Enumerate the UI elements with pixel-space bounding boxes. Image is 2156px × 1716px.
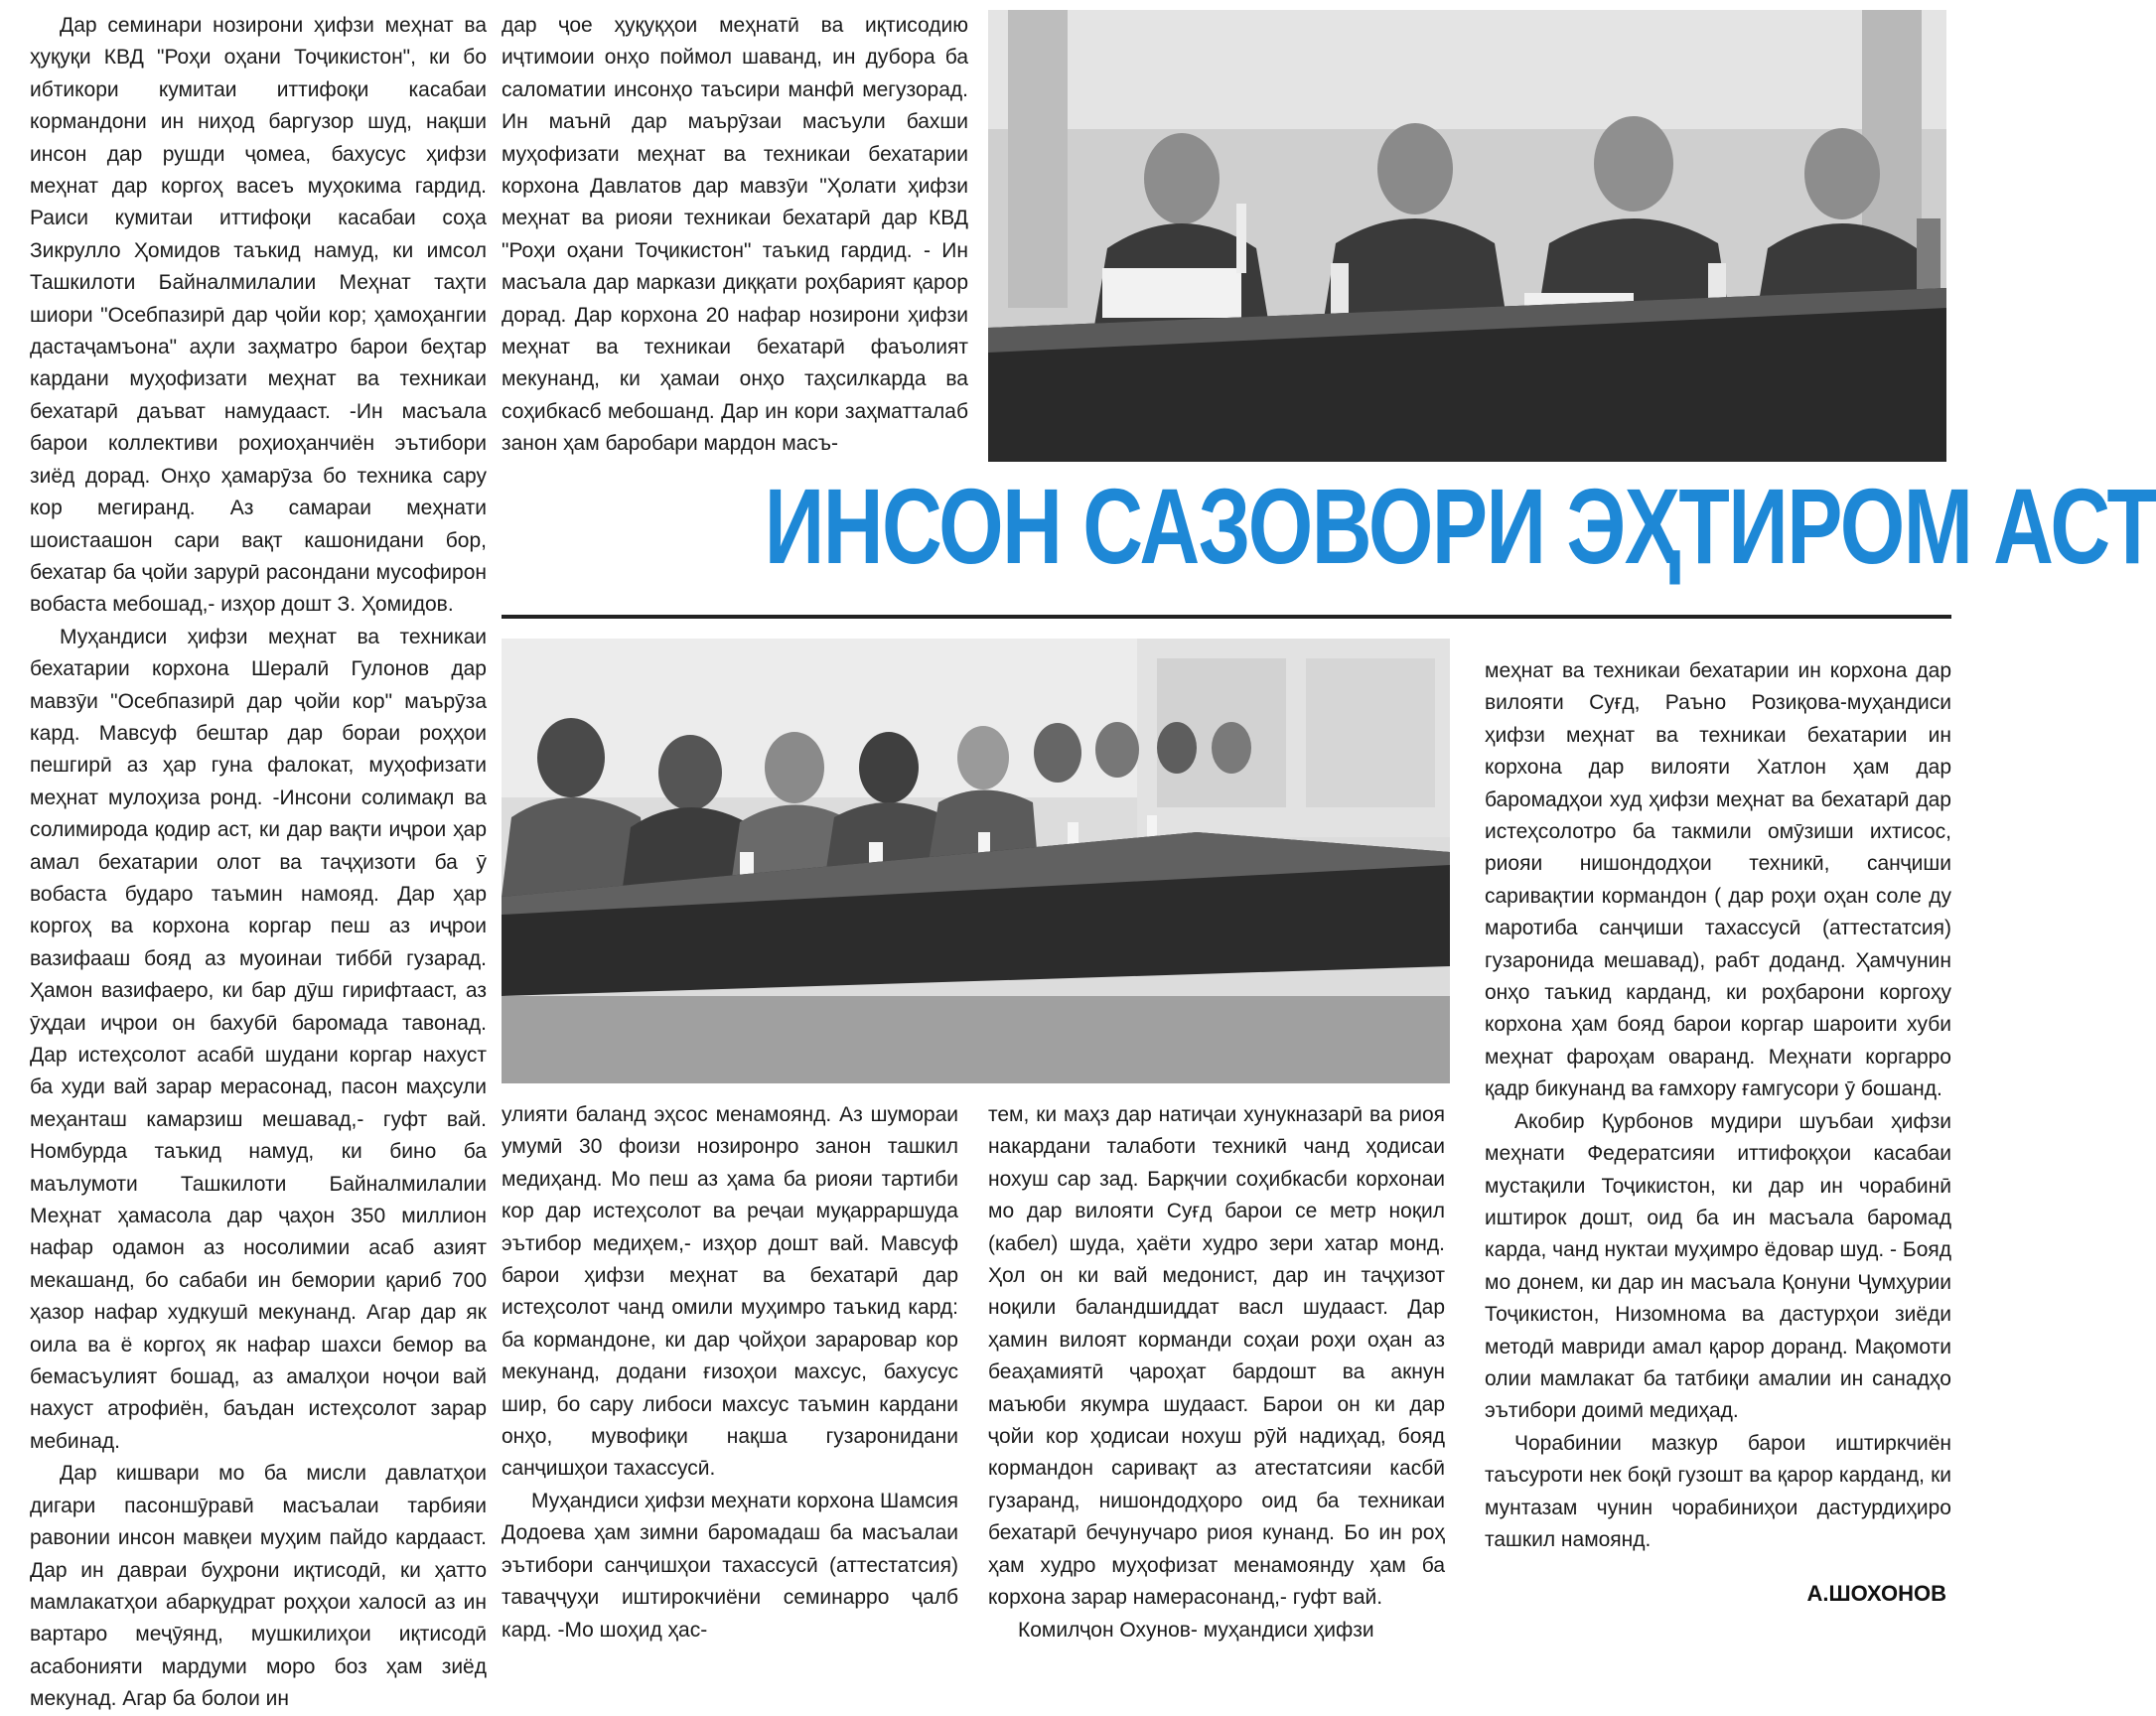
paragraph: улияти баланд эҳсос менамоянд. Аз шумораи умумӣ 30 фоизи нозиронро занон ташкил медиҳанд. Мо пеш аз ҳама ба риояи тартиби кор дар истеҳсолот ва реҷаи муқарраршуда эътибор медиҳем,- изҳор дошт вай. Мавсуф барои ҳифзи меҳнат ва бехатарӣ дар истеҳсолот чанд омили муҳимро таъкид кард: ба кормандоне, ки дар ҷойҳои зараровар кор мекунанд, додани ғизоҳои махсус, бахусус шир, бо сару либоси махсус таъмин кардани онҳо, мувофиқи нақша гузаронидани санҷишҳои тахассусӣ. <box>502 1103 958 1481</box>
photo-officials-illustration <box>988 10 1946 462</box>
paragraph: тем, ки маҳз дар натиҷаи хунукназарӣ ва риоя накардани талаботи техникӣ чанд ҳодисаи нохуш сар зад. Барқчии соҳибкасби корхонаи мо дар вилояти Суғд барои се метр ноқил (кабел) шуда, ҳаёти худро зери хатар монд. Ҳол он ки вай медонист, дар ин таҷҳизот ноқили баландшиддат васл шудааст. Дар ҳамин вилоят корманди соҳаи роҳи оҳан аз беаҳамиятӣ ҷароҳат бардошт ва акнун маъюби якумра шудааст. Барои он ки дар ҷойи кор ҳодисаи нохуш рӯй надиҳад, бояд кормандон саривақт аз атестатсияи касбӣ гузаранд, нишондодҳоро оид ба техникаи бехатарӣ бечунучаро риоя кунанд. Бо ин роҳ ҳам худро муҳофизат менамоянду ҳам ба корхона зарар намерасонанд,- гуфт вай. <box>988 1103 1445 1610</box>
paragraph: Комилҷон Охунов- муҳандиси ҳифзи <box>1018 1618 1374 1642</box>
paragraph: дар ҷое ҳуқуқҳои меҳнатӣ ва иқтисодию иҷтимоии онҳо поймол шаванд, ин дубора ба саломатии инсонҳо таъсири манфӣ мегузорад. Ин маънӣ дар маърӯзаи масъули бахши муҳофизати меҳнат ва техникаи бехатарии корхона Давлатов дар мавзӯи "Ҳолати ҳифзи меҳнат ва риояи техникаи бехатарӣ дар КВД "Роҳи оҳани Тоҷикистон" таъкид гардид. - Ин масъала дар маркази диққати роҳбарият қарор дорад. Дар корхона 20 нафар нозирони ҳифзи меҳнат ва техникаи бехатарӣ фаъолият мекунанд, ки ҳамаи онҳо таҳсилкарда ва соҳибкасб мебошанд. Дар ин кори заҳматталаб занон ҳам баробари мардон масъ- <box>502 14 968 456</box>
headline-divider <box>502 615 1951 619</box>
article-column-4 <box>988 1099 1445 1642</box>
paragraph: Муҳандиси ҳифзи меҳнат ва техникаи бехатарии корхона Шералӣ Гулонов дар мавзӯи "Осебпазирӣ дар ҷойи кор" маърӯза кард. Мавсуф бештар дар бораи роҳҳои пешгирӣ аз ҳар гуна фалокат, муҳофизати меҳнат мулоҳиза ронд. -Инсони солимақл ва солимирода қодир аст, ки дар вақти иҷрои ҳар амал бехатарии олот ва таҷҳизоти ба ӯ вобаста бударо таъмин намояд. Дар ҳар коргоҳ ва корхона коргар пеш аз иҷрои вазифааш бояд аз муоинаи тиббӣ гузарад. Ҳамон вазифаеро, ки бар дӯш гирифтааст, аз ӯҳдаи иҷрои он бахубӣ баромада тавонад. Дар истеҳсолот асабӣ шудани коргар нахуст ба худи вай зарар мерасонад, пасон маҳсули меҳанташ камарзиш мешавад,- гуфт вай. Номбурда таъкид намуд, ки бино ба маълумоти Ташкилоти Байналмилалии Меҳнат ҳамасола дар ҷаҳон 350 миллион нафар одамон аз носолимии асаб азият мекашанд, бо сабаби ин бемории қариб 700 ҳазор нафар худкушӣ мекунанд. Агар дар як оила ва ё коргоҳ як нафар шахси бемор ва бемасъулият бошад, аз амалҳои ноҷои вай нахуст атрофиён, баъдан истеҳсолот зарар мебинад. <box>30 625 487 1453</box>
article-column-1 <box>30 10 487 1711</box>
paragraph: Акобир Қурбонов мудири шуъбаи ҳифзи меҳнати Федератсияи иттифоқҳои касабаи мустақили Тоҷикистон, ки дар ин чорабинӣ иштирок дошт, оид ба ин масъала баромад карда, чанд нуктаи муҳимро ёдовар шуд. - Бояд мо донем, ки дар ин масъала Қонуни Ҷумҳурии Тоҷикистон, Низомнома ва дастурҳои зиёди методӣ мавриди амал қарор доранд. Мақомоти олии мамлакат ба татбиқи амалии ин санадҳо эътибори доимӣ медиҳад. <box>1485 1109 1951 1423</box>
paragraph: Дар семинари нозирони ҳифзи меҳнат ва ҳуқуқи КВД "Роҳи оҳани Тоҷикистон", ки бо ибтикори кумитаи иттифоқи касабаи кормандони ин ниҳод баргузор шуд, нақши инсон дар рушди ҷомеа, бахусус ҳифзи меҳнат дар коргоҳ васеъ муҳокима гардид. Раиси кумитаи иттифоқи касабаи соҳа Зикрулло Ҳомидов таъкид намуд, ки имсол Ташкилоти Байналмилалии Меҳнат таҳти шиори "Осебпазирӣ дар ҷойи кор; ҳамоҳангии дастаҷамъона" аҳли заҳматро барои беҳтар кардани муҳофизати меҳнат ва техникаи бехатарӣ даъват намудааст. -Ин масъала барои коллективи роҳиоҳанчиён эътибори зиёд дорад. Онҳо ҳамарӯза бо техника сару кор мегиранд. Аз самараи меҳнати шоистаашон сари вақт кашонидани бор, бехатар ба ҷойи зарурӣ расондани мусофирон вобаста мебошад,- изҳор дошт З. Ҳомидов. <box>30 14 487 617</box>
paragraph: Чорабинии мазкур барои иштиркчиён таъсуроти нек боқӣ гузошт ва қарор карданд, ки мунтазам чунин чорабиниҳои дастурдиҳиро ташкил намоянд. <box>1485 1431 1951 1551</box>
paragraph: Муҳандиси ҳифзи меҳнати корхона Шамсия Додоева ҳам зимни баромадаш ба масъалаи эътибори санҷишҳои тахассусӣ (аттестатсия) таваҷҷуҳи иштирокчиёни семинарро ҷалб кард. -Мо шоҳид ҳас- <box>502 1489 958 1642</box>
article-headline: ИНСОН САЗОВОРИ ЭҲТИРОМ АСТ <box>764 466 2156 586</box>
photo-seminar-participants <box>502 639 1450 1083</box>
article-author: А.ШОХОНОВ <box>1806 1581 1946 1606</box>
photo-officials-at-table <box>988 10 1946 462</box>
paragraph: меҳнат ва техникаи бехатарии ин корхона дар вилояти Суғд, Раъно Розиқова-муҳандиси ҳифзи меҳнат ва техникаи бехатарии ин корхона дар вилояти Хатлон ҳам дар баромадҳои худ ҳифзи меҳнат ва бехатарӣ дар истеҳсолотро ба такмили омӯзиши ихтисос, риояи нишондодҳои техникӣ, санҷиши саривақтии кормандон ( дар роҳи оҳан соле ду маротиба санҷиши тахассусӣ (аттестатсия) гузаронида мешавад), рабт доданд. Ҳамчунин онҳо таъкид карданд, ки роҳбарони коргоҳу корхона ҳам бояд барои коргар шароити хуби меҳнат фароҳам оваранд. Меҳнати коргарро қадр бикунанд ва ғамхору ғамгусори ӯ бошанд. <box>1485 659 1951 1101</box>
article-column-5 <box>1485 655 1951 1569</box>
paragraph: Дар кишвари мо ба мисли давлатҳои дигари пасоншӯравӣ масъалаи тарбияи равонии инсон мавқеи муҳим пайдо кардааст. Дар ин давраи буҳрони иқтисодӣ, ки ҳатто мамлакатҳои абарқудрат роҳҳои халосӣ аз ин вартаро меҷӯянд, мушкилиҳои иқтисодӣ асабонияти мардуми моро боз ҳам зиёд мекунад. Агар ба болои ин <box>30 1462 487 1711</box>
article-column-3 <box>502 1099 958 1642</box>
photo-seminar-illustration <box>502 639 1450 1083</box>
article-column-2 <box>502 10 968 459</box>
